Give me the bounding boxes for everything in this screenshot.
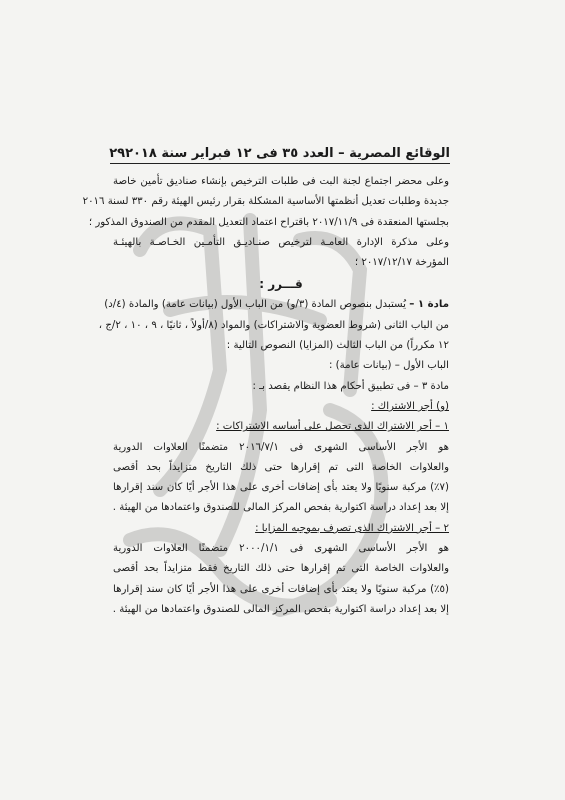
header-divider bbox=[110, 163, 450, 164]
decree-heading: قـــرر : bbox=[259, 277, 303, 292]
page-header bbox=[110, 146, 450, 161]
text-line: ١٢ مكرراً) من الباب الثالث (المزايا) النصوص التالية : bbox=[226, 340, 449, 352]
text-line: إلا بعد إعداد دراسة اكتوارية بفحص المركز المالى للصندوق واعتمادها من الهيئة . bbox=[112, 603, 449, 615]
text-line: جديدة وطلبات تعديل أنظمتها الأساسية المشكلة بقرار رئيس الهيئة رقم ٣٣٠ لسنة ٢٠١٦ bbox=[82, 196, 449, 208]
text-line: وعلى محضر اجتماع لجنة البت فى طلبات الترخيص بإنشاء صناديق تأمين خاصة bbox=[113, 176, 449, 187]
text-line: والعلاوات الخاصة التى تم إقرارها حتى ذلك التاريخ فقط متزايداً بحد أقصى bbox=[113, 563, 449, 575]
text-line: والعلاوات الخاصة التى تم إقرارها حتى ذلك التاريخ متزايداً بحد أقصى bbox=[113, 461, 449, 473]
page-number: ٢٩ bbox=[109, 146, 126, 161]
text-line: هو الأجر الأساسى الشهرى فى ٢٠١٦/٧/١ متضمنًا العلاوات الدورية bbox=[113, 441, 449, 453]
document-body bbox=[82, 172, 449, 620]
text-line: المؤرخة ٢٠١٧/١٢/١٧ ؛ bbox=[354, 257, 449, 269]
text-line: بجلستها المنعقدة فى ٢٠١٧/١١/٩ باقتراح اعتماد التعديل المقدم من الصندوق المذكور ؛ bbox=[88, 216, 449, 228]
text-line: هو الأجر الأساسى الشهرى فى ٢٠٠٠/١/١ متضمنًا العلاوات الدورية bbox=[113, 543, 449, 555]
text-line: مادة ٣ – فى تطبيق أحكام هذا النظام يقصد بـ : bbox=[252, 380, 449, 392]
text-line: ٢ – أجر الاشتراك الذى تصرف بموجبه المزايا : bbox=[255, 522, 449, 534]
text-line: إلا بعد إعداد دراسة اكتوارية بفحص المركز المالى للصندوق واعتمادها من الهيئة . bbox=[112, 502, 449, 514]
text-line: الباب الأول – (بيانات عامة) : bbox=[329, 360, 449, 372]
article-text: يُستبدل بنصوص المادة (٣/و) من الباب الأول (بيانات عامة) والمادة (٤/د) bbox=[104, 299, 406, 311]
header-title: الوقائع المصرية – العدد ٣٥ فى ١٢ فبراير سنة ٢٠١٨ bbox=[125, 146, 450, 161]
article-label: مادة ١ – bbox=[409, 299, 449, 311]
text-line: (٥٪) مركبة سنويًا ولا يعتد بأى إضافات أخرى على هذا الأجر أيًا كان سند إقرارها bbox=[113, 583, 449, 595]
text-line: وعلى مذكرة الإدارة العامـة لترخيص صنـاديـق التأمـين الخـاصـة بالهيئـة bbox=[113, 236, 449, 248]
text-line: (و) أجر الاشتراك : bbox=[371, 400, 449, 412]
text-line bbox=[104, 295, 449, 315]
text-line: من الباب الثانى (شروط العضوية والاشتراكات) والمواد (٨/أولاً ، ثانيًا ، ٩ ، ١٠ ، ٢/ج ، bbox=[98, 319, 449, 331]
text-line: (٧٪) مركبة سنويًا ولا يعتد بأى إضافات أخرى على هذا الأجر أيًا كان سند إقرارها bbox=[113, 482, 449, 494]
text-line: ١ – أجر الاشتراك الذى تحصل على أساسه الاشتراكات : bbox=[216, 421, 449, 433]
